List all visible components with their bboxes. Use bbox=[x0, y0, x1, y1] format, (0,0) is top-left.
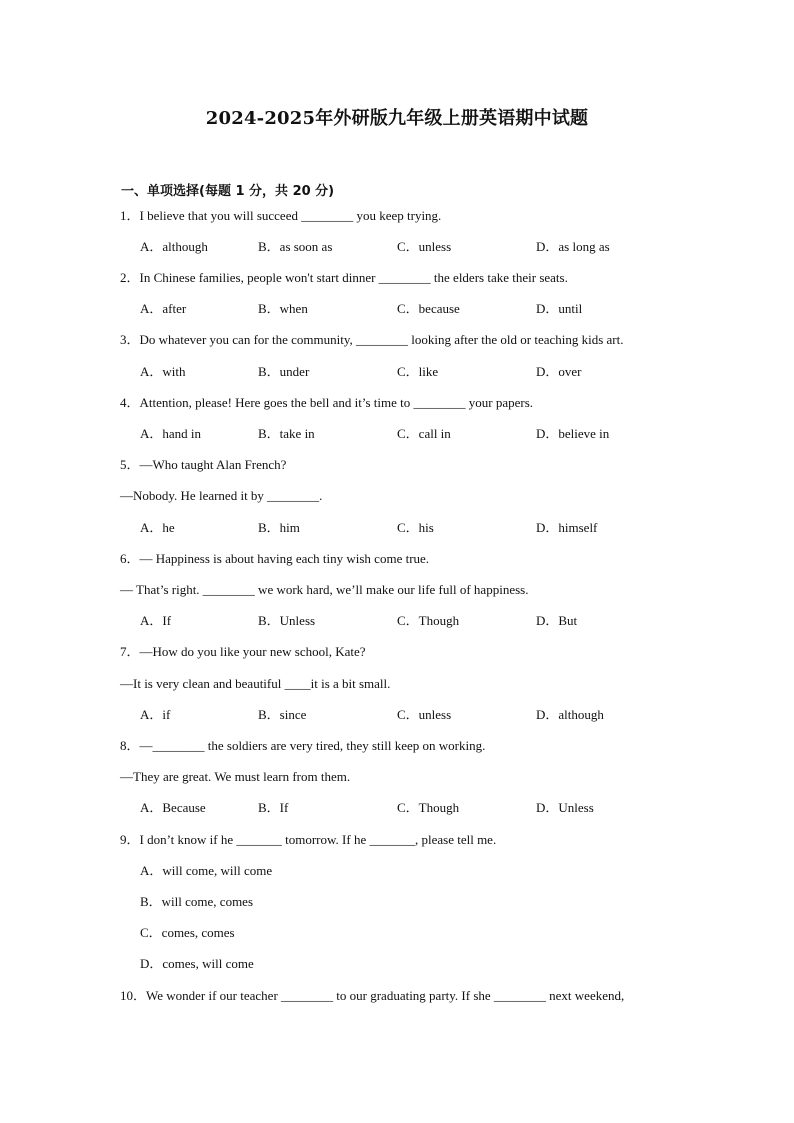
question-9-stem: 9．I don’t know if he _______ tomorrow. If he _______, please tell me. bbox=[120, 832, 497, 847]
option-a: A．hand in bbox=[140, 426, 202, 441]
option-b: B．If bbox=[258, 800, 289, 815]
question-6-reply: — That’s right. ________ we work hard, we’ll make our life full of happiness. bbox=[120, 582, 529, 597]
option-d: D．although bbox=[536, 707, 604, 722]
option-d: D．himself bbox=[536, 520, 598, 535]
question-9-option-a: A．will come, will come bbox=[140, 863, 273, 878]
option-c: C．Though bbox=[397, 800, 460, 815]
option-b: B．him bbox=[258, 520, 300, 535]
option-b: B．under bbox=[258, 364, 310, 379]
question-2-stem: 2．In Chinese families, people won't start dinner ________ the elders take their seats. bbox=[120, 270, 568, 285]
option-a: A．if bbox=[140, 707, 171, 722]
question-9-option-b: B．will come, comes bbox=[140, 894, 254, 909]
question-8-reply: —They are great. We must learn from them. bbox=[120, 769, 351, 784]
option-c: C．call in bbox=[397, 426, 451, 441]
question-9-option-d: D．comes, will come bbox=[140, 956, 254, 971]
question-9-option-c: C．comes, comes bbox=[140, 925, 235, 940]
question-7-reply: —It is very clean and beautiful ____it is a bit small. bbox=[120, 676, 391, 691]
question-5-reply: —Nobody. He learned it by ________. bbox=[120, 488, 323, 503]
section-heading: 一、单项选择(每题 1 分，共 20 分) bbox=[121, 184, 335, 199]
option-b: B．Unless bbox=[258, 613, 316, 628]
option-d: D．believe in bbox=[536, 426, 610, 441]
option-d: D．as long as bbox=[536, 239, 610, 254]
option-b: B．as soon as bbox=[258, 239, 333, 254]
option-b: B．take in bbox=[258, 426, 315, 441]
option-a: A．Because bbox=[140, 800, 206, 815]
question-6-stem: 6．— Happiness is about having each tiny wish come true. bbox=[120, 551, 430, 566]
option-d: D．over bbox=[536, 364, 582, 379]
question-8-stem: 8．—________ the soldiers are very tired, they still keep on working. bbox=[120, 738, 486, 753]
option-d: D．until bbox=[536, 301, 583, 316]
option-c: C．unless bbox=[397, 239, 452, 254]
question-7-stem: 7．—How do you like your new school, Kate? bbox=[120, 644, 366, 659]
question-3-stem: 3．Do whatever you can for the community, ________ looking after the old or teaching kids art. bbox=[120, 332, 624, 347]
option-c: C．like bbox=[397, 364, 439, 379]
option-c: C．because bbox=[397, 301, 460, 316]
option-c: C．unless bbox=[397, 707, 452, 722]
question-5-stem: 5．—Who taught Alan French? bbox=[120, 457, 287, 472]
option-c: C．his bbox=[397, 520, 434, 535]
option-d: D．But bbox=[536, 613, 578, 628]
option-a: A．with bbox=[140, 364, 186, 379]
option-d: D．Unless bbox=[536, 800, 594, 815]
option-a: A．although bbox=[140, 239, 208, 254]
option-b: B．since bbox=[258, 707, 307, 722]
question-1-stem: 1．I believe that you will succeed ________ you keep trying. bbox=[120, 208, 442, 223]
option-b: B．when bbox=[258, 301, 308, 316]
option-a: A．he bbox=[140, 520, 175, 535]
question-10-stem: 10．We wonder if our teacher ________ to our graduating party. If she ________ next weekend, bbox=[120, 988, 625, 1003]
question-4-stem: 4．Attention, please! Here goes the bell and it’s time to ________ your papers. bbox=[120, 395, 534, 410]
exam-title: 2024-2025年外研版九年级上册英语期中试题 bbox=[205, 108, 589, 129]
option-a: A．If bbox=[140, 613, 172, 628]
option-a: A．after bbox=[140, 301, 187, 316]
option-c: C．Though bbox=[397, 613, 460, 628]
